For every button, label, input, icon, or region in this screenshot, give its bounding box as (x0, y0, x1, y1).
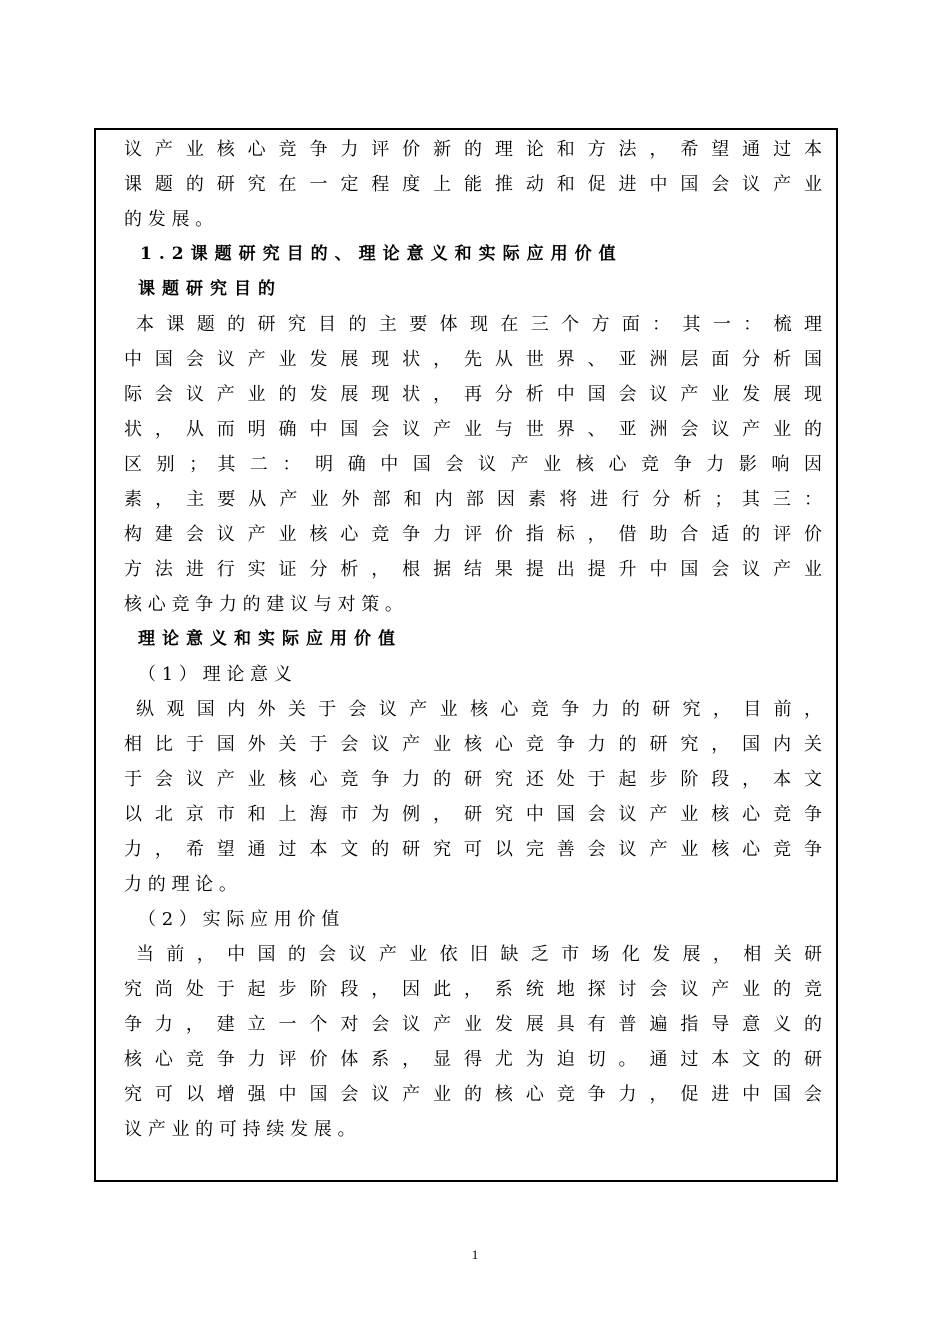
text-line: 力 ， 希 望 通 过 本 文 的 研 究 可 以 完 善 会 议 产 业 核 心 竞 争 (124, 839, 822, 860)
text-line: 究 可 以 增 强 中 国 会 议 产 业 的 核 心 竞 争 力 ， 促 进 中 国 会 (124, 1084, 822, 1105)
paragraph-theory (124, 692, 822, 902)
text-line: 本 课 题 的 研 究 目 的 主 要 体 现 在 三 个 方 面 ： 其 一 ： 梳 理 (136, 314, 822, 335)
text-line: 以 北 京 市 和 上 海 市 为 例 ， 研 究 中 国 会 议 产 业 核 心 竞 争 (124, 804, 822, 825)
text-line: 状 ， 从 而 明 确 中 国 会 议 产 业 与 世 界 、 亚 洲 会 议 产 业 的 (124, 419, 822, 440)
text-line: 方 法 进 行 实 证 分 析 ， 根 据 结 果 提 出 提 升 中 国 会 议 产 业 (124, 559, 822, 580)
text-line: 究 尚 处 于 起 步 阶 段 ， 因 此 ， 系 统 地 探 讨 会 议 产 业 的 竞 (124, 979, 822, 1000)
text-line: 课 题 的 研 究 在 一 定 程 度 上 能 推 动 和 促 进 中 国 会 议 产 业 (124, 174, 822, 195)
text-line: 相 比 于 国 外 关 于 会 议 产 业 核 心 竞 争 力 的 研 究 ， 国 内 关 (124, 734, 822, 755)
item-practice-label: （ 2 ） 实 际 应 用 价 值 (138, 909, 340, 930)
subheading-purpose: 课题研究目的 (138, 279, 282, 299)
text-line: 中 国 会 议 产 业 发 展 现 状 ， 先 从 世 界 、 亚 洲 层 面 分 析 国 (124, 349, 822, 370)
section-heading: 1.2课题研究目的、理论意义和实际应用价值 (140, 244, 623, 264)
text-line: 争 力 ， 建 立 一 个 对 会 议 产 业 发 展 具 有 普 遍 指 导 意 义 的 (124, 1014, 822, 1035)
text-line: 核 心 竞 争 力 的 建 议 与 对 策 。 (124, 594, 403, 615)
text-line: 于 会 议 产 业 核 心 竞 争 力 的 研 究 还 处 于 起 步 阶 段 ， 本 文 (124, 769, 822, 790)
text-line: 构 建 会 议 产 业 核 心 竞 争 力 评 价 指 标 ， 借 助 合 适 的 评 价 (124, 524, 822, 545)
text-line: 纵 观 国 内 外 关 于 会 议 产 业 核 心 竞 争 力 的 研 究 ， 目 前 ， (136, 699, 822, 720)
text-line: 当 前 ， 中 国 的 会 议 产 业 依 旧 缺 乏 市 场 化 发 展 ， 相 关 研 (136, 944, 822, 965)
paragraph-practice (124, 937, 822, 1147)
text-line: 区 别 ； 其 二 ： 明 确 中 国 会 议 产 业 核 心 竞 争 力 影 响 因 (124, 454, 822, 475)
text-line: 力 的 理 论 。 (124, 874, 237, 895)
text-line: 议 产 业 的 可 持 续 发 展 。 (124, 1119, 356, 1140)
subheading-significance: 理论意义和实际应用价值 (138, 629, 402, 649)
text-line: 际 会 议 产 业 的 发 展 现 状 ， 再 分 析 中 国 会 议 产 业 发 展 现 (124, 384, 822, 405)
text-line: 核 心 竞 争 力 评 价 体 系 ， 显 得 尤 为 迫 切 。 通 过 本 文 的 研 (124, 1049, 822, 1070)
item-theory-label: （ 1 ） 理 论 意 义 (138, 664, 292, 685)
text-line: 的 发 展 。 (124, 209, 214, 230)
text-line: 素 ， 主 要 从 产 业 外 部 和 内 部 因 素 将 进 行 分 析 ； 其 三 ： (124, 489, 822, 510)
paragraph-intro-tail (124, 132, 822, 237)
text-line: 议 产 业 核 心 竞 争 力 评 价 新 的 理 论 和 方 法 ， 希 望 通 过 本 (124, 139, 822, 160)
paragraph-purpose (124, 307, 822, 622)
document-body (124, 132, 822, 1147)
page-number: 1 (471, 1247, 479, 1262)
